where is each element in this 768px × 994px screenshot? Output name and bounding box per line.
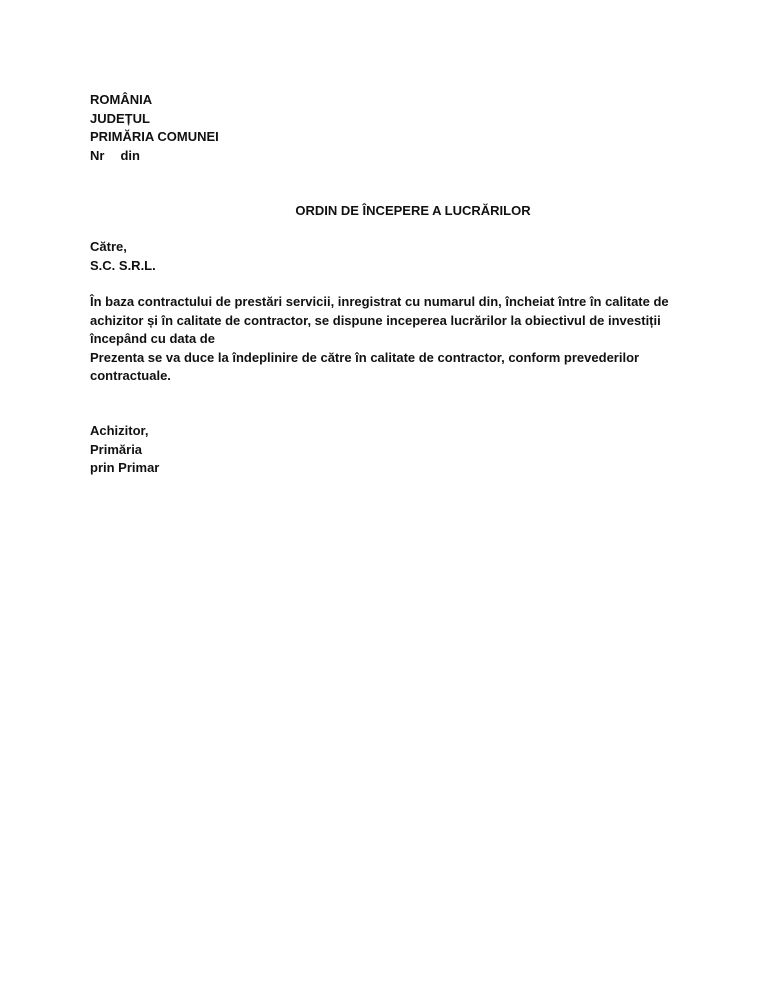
document-title: ORDIN DE ÎNCEPERE A LUCRĂRILOR bbox=[295, 203, 531, 218]
registration-number bbox=[90, 147, 219, 166]
county-label: JUDEȚUL bbox=[90, 110, 150, 126]
signature-block bbox=[90, 422, 159, 478]
body-paragraph-2: Prezenta se va duce la îndeplinire de către în calitate de contractor, conform prevederilor contractuale. bbox=[90, 349, 640, 383]
signature-role: Achizitor, bbox=[90, 423, 149, 438]
document-header bbox=[90, 91, 219, 165]
signature-institution: Primăria bbox=[90, 441, 143, 457]
signature-by: prin Primar bbox=[90, 460, 160, 475]
country-name: ROMÂNIA bbox=[90, 92, 153, 107]
recipient-block bbox=[90, 238, 156, 275]
din-label: din bbox=[120, 147, 140, 163]
document-body bbox=[90, 293, 670, 386]
city-hall-label: PRIMĂRIA COMUNEI bbox=[90, 129, 219, 144]
body-paragraph-1: În baza contractului de prestări servicii, inregistrat cu numarul din, încheiat între în calitate de achizitor și în calitate de contractor, se dispune inceperea lucrărilor la obiectivul de investiții începând cu data de bbox=[90, 294, 669, 346]
nr-label: Nr bbox=[90, 147, 105, 163]
recipient-to: Către, bbox=[90, 239, 127, 254]
recipient-company: S.C. S.R.L. bbox=[90, 257, 156, 273]
